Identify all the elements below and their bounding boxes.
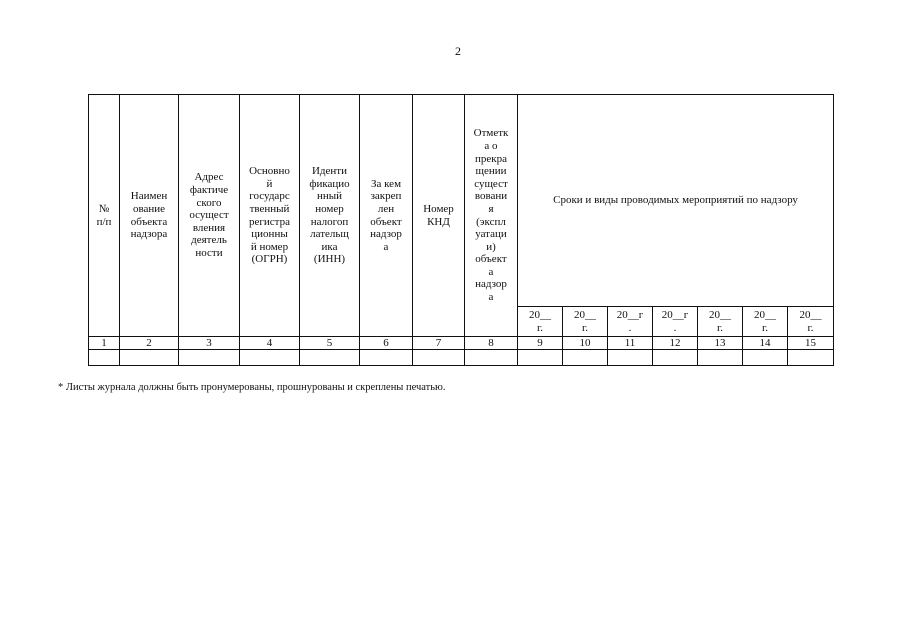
column-number-cell: 11 [608,337,653,350]
empty-cell [89,350,120,366]
empty-cell [563,350,608,366]
empty-cell [698,350,743,366]
year-header-cell: 20__ г. [518,307,563,337]
empty-cell [653,350,698,366]
column-number-cell: 6 [360,337,413,350]
column-number-cell: 4 [240,337,300,350]
header-cell-events-title: Сроки и виды проводимых мероприятий по надзору [518,95,834,307]
column-number-row [89,337,834,350]
header-cell-object-name: Наимен ование объекта надзора [120,95,179,337]
year-header-cell: 20__ г. [563,307,608,337]
year-header-cell: 20__ г. [743,307,788,337]
column-number-cell: 10 [563,337,608,350]
column-number-cell: 7 [413,337,465,350]
year-header-cell: 20__г . [608,307,653,337]
header-cell-assigned-to: За кем закреп лен объект надзор а [360,95,413,337]
journal-table [88,94,834,366]
empty-cell [743,350,788,366]
page-number: 2 [455,44,461,58]
empty-cell [465,350,518,366]
header-cell-number: № п/п [89,95,120,337]
header-row [89,95,834,307]
empty-cell [300,350,360,366]
column-number-cell: 5 [300,337,360,350]
column-number-cell: 3 [179,337,240,350]
header-cell-knd-number: Номер КНД [413,95,465,337]
empty-data-row [89,350,834,366]
column-number-cell: 12 [653,337,698,350]
column-number-cell: 9 [518,337,563,350]
empty-cell [608,350,653,366]
column-number-cell: 8 [465,337,518,350]
column-number-cell: 1 [89,337,120,350]
header-cell-termination-mark: Отметк а о прекра щении сущест вовани я (экспл уатаци и) объект а надзор а [465,95,518,337]
empty-cell [518,350,563,366]
empty-cell [413,350,465,366]
year-header-cell: 20__ г. [788,307,834,337]
empty-cell [179,350,240,366]
year-header-cell: 20__ г. [698,307,743,337]
empty-cell [788,350,834,366]
column-number-cell: 14 [743,337,788,350]
empty-cell [240,350,300,366]
header-cell-address: Адрес фактиче ского осущест вления деятель ности [179,95,240,337]
column-number-cell: 13 [698,337,743,350]
footnote: * Листы журнала должны быть пронумерованы, прошнурованы и скреплены печатью. [58,382,446,393]
empty-cell [360,350,413,366]
header-cell-inn: Иденти фикацио нный номер налогоп лательщ ика (ИНН) [300,95,360,337]
year-header-cell: 20__г . [653,307,698,337]
column-number-cell: 15 [788,337,834,350]
header-cell-ogrn: Основно й государс твенный регистра ционны й номер (ОГРН) [240,95,300,337]
column-number-cell: 2 [120,337,179,350]
empty-cell [120,350,179,366]
